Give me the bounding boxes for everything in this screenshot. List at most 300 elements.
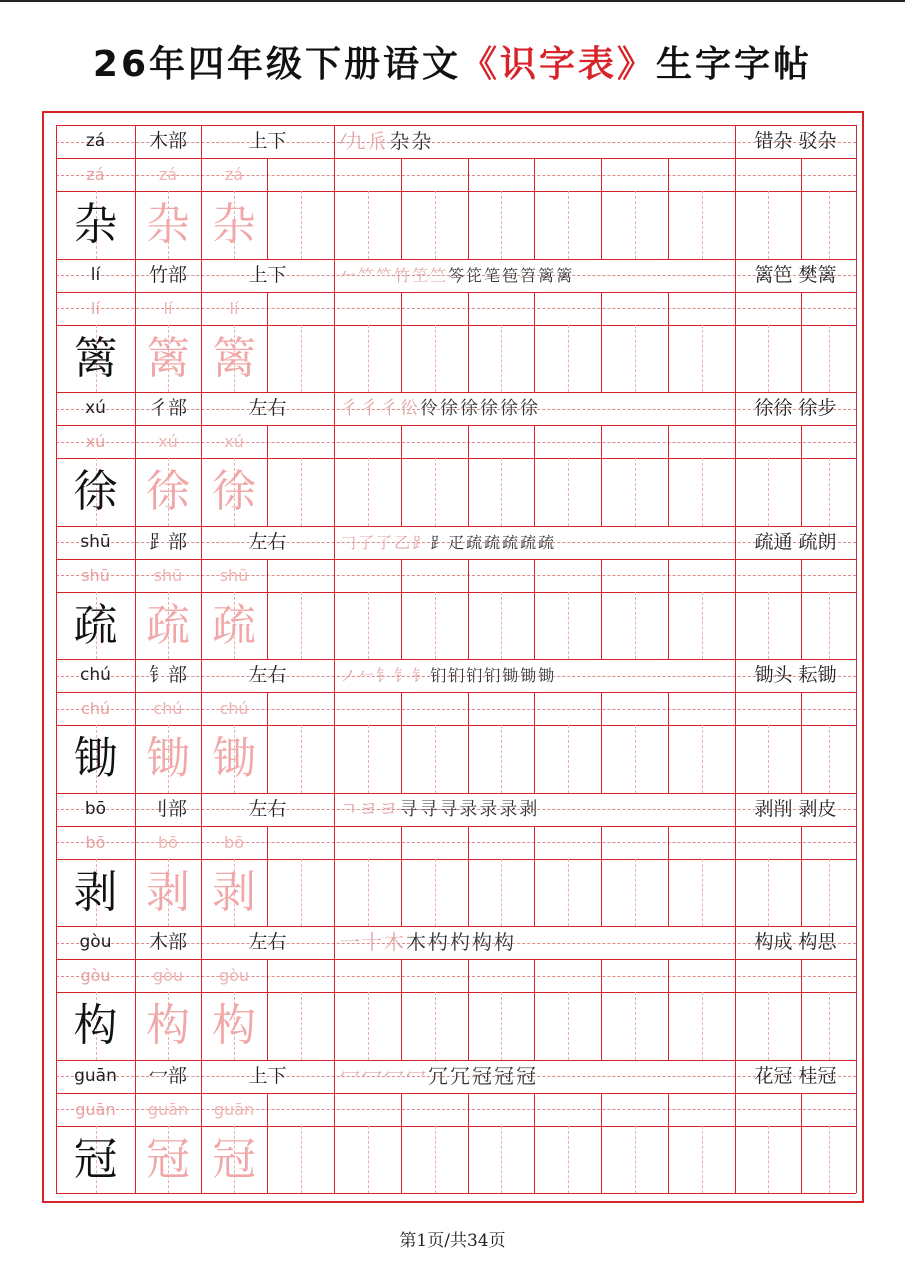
grid-line	[735, 959, 736, 1060]
grid-line	[435, 725, 436, 793]
structure-label: 上下	[248, 1064, 287, 1087]
trace-character: 构	[146, 1000, 190, 1051]
grid-line	[829, 992, 830, 1060]
grid-line	[334, 259, 335, 292]
grid-line	[702, 191, 703, 259]
model-character: 冠	[73, 1133, 118, 1185]
stroke-step: 钔	[466, 666, 483, 685]
grid-line	[702, 859, 703, 927]
grid-line	[801, 692, 802, 793]
stroke-step: 彾	[420, 398, 438, 419]
grid-line	[301, 191, 302, 259]
stroke-step: 𠂉	[358, 666, 375, 685]
example-words: 疏通 疏朗	[754, 530, 837, 553]
grid-line	[267, 1093, 268, 1194]
trace-character: 冠	[212, 1133, 256, 1185]
pinyin-guide: lí	[91, 298, 100, 318]
grid-line	[768, 325, 769, 393]
pinyin-trace: gòu	[218, 966, 250, 985]
grid-line	[668, 1093, 669, 1194]
grid-line	[568, 458, 569, 526]
grid-line	[856, 659, 857, 692]
stroke-step: 钅	[394, 666, 411, 685]
grid-line	[856, 1093, 857, 1194]
stroke-step: 疏	[538, 532, 555, 552]
grid-line	[635, 458, 636, 526]
grid-line	[601, 826, 602, 927]
grid-line	[468, 559, 469, 660]
model-character: 疏	[73, 599, 118, 651]
grid-line	[401, 1093, 402, 1194]
grid-line	[702, 992, 703, 1060]
grid-line	[801, 1093, 802, 1194]
char-block	[56, 1060, 856, 1194]
pinyin-guide: zá	[86, 165, 105, 184]
stroke-step: 木	[406, 930, 426, 954]
grid-line	[501, 992, 502, 1060]
grid-line	[635, 859, 636, 927]
example-words: 徐徐 徐步	[754, 397, 837, 419]
grid-line	[534, 158, 535, 259]
trace-character: 锄	[146, 733, 190, 784]
stroke-step: 冖	[384, 1063, 404, 1088]
stroke-step: 彳	[380, 398, 398, 419]
grid-line	[334, 526, 335, 559]
grid-line	[334, 292, 335, 393]
pinyin-trace: bō	[224, 832, 244, 852]
grid-line	[829, 458, 830, 526]
stroke-step: ⁄	[340, 129, 344, 153]
grid-line	[334, 392, 335, 425]
grid-line	[601, 292, 602, 393]
pinyin-trace: shū	[153, 565, 183, 585]
stroke-step: 徐	[520, 398, 538, 419]
stroke-step: 录	[499, 798, 518, 820]
stroke-step: 冗	[450, 1063, 470, 1088]
stroke-step: 𥫗	[358, 265, 375, 285]
stroke-order-sequence	[340, 1060, 732, 1093]
stroke-step: 锄	[538, 666, 555, 685]
char-block	[56, 793, 856, 927]
stroke-step: 冠	[472, 1063, 492, 1088]
stroke-step: 彳	[340, 398, 358, 419]
grid-line	[401, 559, 402, 660]
grid-line	[856, 292, 857, 393]
stroke-step: 篱	[538, 265, 555, 285]
stroke-step: 笁	[412, 265, 429, 285]
grid-line	[856, 125, 857, 158]
pinyin-trace: zá	[224, 165, 244, 184]
grid-line	[635, 1126, 636, 1194]
pinyin-label: bō	[84, 798, 107, 819]
title-suffix: 生字字帖	[656, 44, 813, 85]
grid-line	[468, 425, 469, 526]
stroke-order-sequence	[340, 526, 732, 559]
grid-line	[801, 158, 802, 259]
stroke-step: 𠂉	[340, 265, 357, 285]
stroke-step: 徐	[440, 398, 458, 419]
practice-sheet	[42, 111, 864, 1203]
grid-line	[702, 592, 703, 660]
grid-line	[568, 325, 569, 393]
grid-line	[568, 992, 569, 1060]
trace-character: 剥	[146, 866, 190, 918]
grid-line	[735, 425, 736, 526]
page-number: 第1页/共34页	[399, 1231, 506, 1251]
grid-line	[534, 826, 535, 927]
stroke-step: 冖	[340, 1063, 360, 1088]
radical-label: 刂部	[148, 797, 187, 820]
trace-character: 徐	[146, 466, 190, 517]
grid-line	[534, 292, 535, 393]
stroke-step: 笓	[466, 265, 483, 285]
char-block	[56, 526, 856, 660]
radical-label: ⻊部	[148, 530, 187, 553]
grid-line	[856, 259, 857, 292]
grid-line	[334, 1060, 335, 1093]
grid-line	[401, 158, 402, 259]
grid-line	[301, 1126, 302, 1194]
stroke-step: 疏	[502, 532, 519, 552]
grid-line	[601, 425, 602, 526]
grid-line	[368, 325, 369, 393]
pinyin-guide: gòu	[80, 966, 111, 985]
structure-label: 左右	[248, 530, 287, 553]
grid-line	[501, 859, 502, 927]
stroke-step: 锄	[502, 666, 519, 685]
grid-line	[601, 959, 602, 1060]
grid-line	[601, 559, 602, 660]
stroke-step: 钅	[412, 666, 429, 685]
stroke-step: 冠	[516, 1063, 536, 1088]
pinyin-trace: guān	[213, 1099, 255, 1119]
stroke-order-sequence	[340, 793, 732, 826]
title-prefix: 26年四年级下册语文	[92, 44, 462, 85]
grid-line	[735, 1093, 736, 1194]
grid-line	[501, 725, 502, 793]
grid-line	[368, 1126, 369, 1194]
pinyin-guide: xú	[85, 432, 106, 451]
grid-line	[534, 959, 535, 1060]
grid-line	[668, 425, 669, 526]
pinyin-trace: lí	[163, 298, 173, 318]
grid-line	[829, 1126, 830, 1194]
stroke-order-sequence	[340, 926, 732, 959]
trace-character: 疏	[146, 599, 190, 651]
radical-label: 钅部	[148, 664, 187, 686]
model-character: 构	[73, 1000, 118, 1051]
trace-character: 杂	[146, 199, 190, 250]
grid-line	[735, 292, 736, 393]
structure-label: 上下	[248, 263, 287, 286]
pinyin-label: xú	[85, 398, 106, 418]
radical-label: 冖部	[148, 1064, 187, 1087]
stroke-step: 竹	[394, 265, 411, 285]
grid-line	[267, 559, 268, 660]
grid-line	[435, 325, 436, 393]
grid-line	[635, 325, 636, 393]
example-words: 构成 构思	[754, 931, 837, 953]
grid-line	[735, 559, 736, 660]
stroke-step: 彸	[400, 398, 418, 419]
stroke-step: 钔	[448, 666, 465, 685]
stroke-order-sequence	[340, 125, 732, 158]
stroke-step: 疏	[484, 532, 501, 552]
stroke-step: 木	[384, 930, 404, 954]
pinyin-trace: bō	[158, 832, 178, 852]
stroke-step: 寻	[419, 798, 438, 820]
grid-line	[468, 959, 469, 1060]
char-block	[56, 926, 856, 1060]
grid-line	[601, 692, 602, 793]
grid-line	[668, 158, 669, 259]
grid-line	[702, 725, 703, 793]
structure-label: 左右	[248, 931, 287, 953]
char-block	[56, 125, 856, 259]
grid-line	[56, 1193, 856, 1194]
stroke-step: 竺	[430, 265, 447, 285]
stroke-step: 钅	[376, 666, 393, 685]
grid-line	[534, 1093, 535, 1194]
grid-line	[702, 1126, 703, 1194]
stroke-step: 钔	[430, 666, 447, 685]
grid-line	[435, 859, 436, 927]
radical-label: 彳部	[148, 397, 187, 419]
stroke-step: 疏	[466, 532, 483, 552]
grid-line	[801, 826, 802, 927]
pinyin-trace: chú	[219, 699, 249, 718]
grid-line	[301, 325, 302, 393]
structure-label: 上下	[248, 130, 287, 152]
stroke-step: 构	[494, 930, 514, 954]
grid-line	[334, 425, 335, 526]
pinyin-trace: zá	[158, 165, 178, 184]
structure-label: 左右	[248, 797, 287, 820]
stroke-step: 徐	[460, 398, 478, 419]
pinyin-label: lí	[90, 264, 101, 285]
grid-line	[735, 692, 736, 793]
grid-line	[334, 926, 335, 959]
pinyin-trace: gòu	[152, 966, 184, 985]
stroke-step: 徐	[500, 398, 518, 419]
stroke-step: ⻊	[412, 532, 429, 552]
grid-line	[267, 826, 268, 927]
char-block	[56, 659, 856, 793]
grid-line	[856, 793, 857, 826]
grid-line	[801, 959, 802, 1060]
grid-line	[334, 959, 335, 1060]
grid-line	[435, 992, 436, 1060]
grid-line	[768, 859, 769, 927]
model-character: 杂	[73, 199, 118, 250]
grid-line	[856, 392, 857, 425]
grid-line	[856, 926, 857, 959]
grid-line	[301, 725, 302, 793]
stroke-step: 冖	[406, 1063, 426, 1088]
grid-line	[534, 425, 535, 526]
stroke-step: 笔	[484, 265, 501, 285]
grid-line	[334, 1093, 335, 1194]
pinyin-trace: shū	[219, 565, 249, 585]
stroke-step: 构	[472, 930, 492, 954]
stroke-step: 寻	[399, 798, 418, 820]
pinyin-trace: chú	[153, 699, 183, 718]
pinyin-label: zá	[85, 131, 106, 151]
stroke-step: 录	[459, 798, 478, 820]
grid-line	[801, 425, 802, 526]
stroke-step: 杂	[411, 129, 432, 153]
stroke-order-sequence	[340, 259, 732, 292]
grid-line	[702, 458, 703, 526]
grid-line	[668, 292, 669, 393]
grid-line	[468, 1093, 469, 1194]
grid-line	[829, 592, 830, 660]
stroke-step: ㄱ	[340, 798, 358, 820]
grid-line	[801, 292, 802, 393]
grid-line	[334, 826, 335, 927]
practice-grid	[56, 125, 856, 1193]
grid-line	[829, 859, 830, 927]
example-words: 花冠 桂冠	[754, 1064, 837, 1087]
pinyin-guide: chú	[80, 699, 111, 718]
grid-line	[568, 725, 569, 793]
grid-line	[368, 458, 369, 526]
stroke-step: 彳	[360, 398, 378, 419]
grid-line	[501, 1126, 502, 1194]
grid-line	[801, 559, 802, 660]
stroke-step: 笤	[520, 265, 537, 285]
grid-line	[568, 1126, 569, 1194]
pinyin-guide: shū	[81, 565, 110, 585]
stroke-step: 十	[362, 930, 382, 954]
grid-line	[668, 559, 669, 660]
grid-line	[368, 992, 369, 1060]
stroke-step: 𠃌	[340, 532, 357, 552]
char-block	[56, 259, 856, 393]
grid-line	[856, 692, 857, 793]
grid-line	[267, 425, 268, 526]
grid-line	[702, 325, 703, 393]
stroke-step: ヨ	[379, 798, 398, 820]
grid-line	[856, 158, 857, 259]
trace-character: 徐	[212, 466, 256, 517]
grid-line	[668, 826, 669, 927]
grid-line	[856, 526, 857, 559]
stroke-step: ノ	[340, 666, 357, 685]
trace-character: 杂	[212, 199, 256, 250]
stroke-step: 笣	[502, 265, 519, 285]
model-character: 剥	[73, 866, 118, 918]
char-block	[56, 392, 856, 526]
pinyin-trace: guān	[147, 1099, 189, 1119]
grid-line	[635, 592, 636, 660]
grid-line	[334, 125, 335, 158]
grid-line	[301, 458, 302, 526]
model-character: 篱	[73, 332, 118, 384]
grid-line	[635, 191, 636, 259]
grid-line	[856, 959, 857, 1060]
grid-line	[501, 191, 502, 259]
grid-line	[435, 1126, 436, 1194]
grid-line	[267, 959, 268, 1060]
grid-line	[768, 1126, 769, 1194]
stroke-step: 寻	[439, 798, 458, 820]
pinyin-trace: lí	[229, 298, 239, 318]
pinyin-trace: xú	[158, 432, 178, 451]
grid-line	[635, 725, 636, 793]
grid-line	[435, 191, 436, 259]
radical-label: 竹部	[148, 263, 187, 286]
grid-line	[735, 826, 736, 927]
trace-character: 锄	[212, 733, 256, 784]
pinyin-label: guān	[74, 1065, 117, 1086]
stroke-order-sequence	[340, 659, 732, 692]
grid-line	[468, 158, 469, 259]
example-words: 锄头 耘锄	[754, 664, 837, 686]
grid-line	[468, 826, 469, 927]
stroke-step: 杓	[450, 930, 470, 954]
grid-line	[856, 1060, 857, 1093]
stroke-step: 笒	[448, 265, 465, 285]
grid-line	[468, 292, 469, 393]
stroke-step: 锄	[520, 666, 537, 685]
grid-line	[568, 859, 569, 927]
top-border-line	[0, 0, 905, 2]
grid-line	[568, 592, 569, 660]
grid-line	[856, 559, 857, 660]
model-character: 锄	[73, 733, 118, 784]
grid-line	[334, 692, 335, 793]
trace-character: 剥	[212, 866, 256, 918]
stroke-step: 剥	[519, 798, 538, 820]
grid-line	[601, 158, 602, 259]
grid-line	[368, 859, 369, 927]
radical-label: 木部	[148, 130, 187, 152]
stroke-step: 徐	[480, 398, 498, 419]
model-character: 徐	[73, 466, 118, 517]
stroke-step: 一	[340, 930, 360, 954]
grid-line	[768, 725, 769, 793]
grid-line	[501, 325, 502, 393]
stroke-step: 杓	[428, 930, 448, 954]
grid-line	[768, 458, 769, 526]
grid-line	[401, 826, 402, 927]
grid-line	[401, 425, 402, 526]
pinyin-guide: bō	[85, 832, 106, 852]
grid-line	[735, 158, 736, 259]
stroke-step: 疋	[448, 532, 465, 552]
grid-line	[301, 859, 302, 927]
grid-line	[334, 793, 335, 826]
grid-line	[668, 692, 669, 793]
pinyin-label: shū	[80, 531, 111, 552]
grid-line	[468, 692, 469, 793]
grid-line	[856, 826, 857, 927]
grid-line	[768, 992, 769, 1060]
stroke-step: 九	[345, 129, 366, 153]
grid-line	[534, 692, 535, 793]
pinyin-label: chú	[80, 665, 111, 685]
stroke-step: 𥫗	[376, 265, 393, 285]
stroke-step: ⻊	[430, 532, 447, 552]
grid-line	[534, 559, 535, 660]
page-title	[0, 36, 905, 96]
stroke-step: 杂	[389, 129, 410, 153]
example-words: 篱笆 樊篱	[754, 263, 837, 286]
stroke-step: 冠	[494, 1063, 514, 1088]
grid-line	[635, 992, 636, 1060]
trace-character: 篱	[146, 332, 190, 384]
